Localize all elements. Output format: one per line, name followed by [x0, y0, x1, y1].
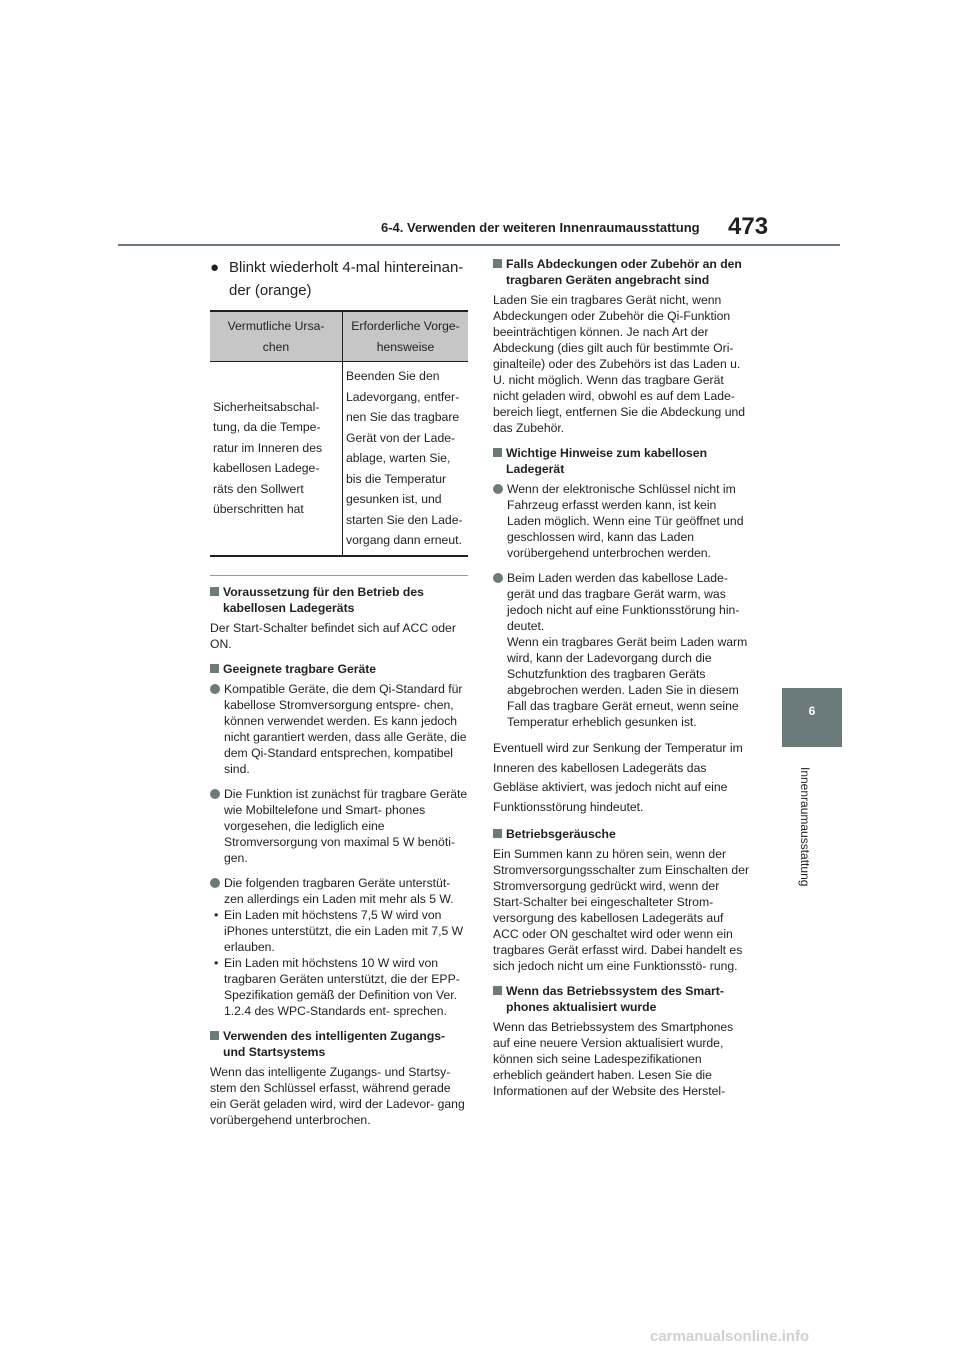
table-header-cause: Vermutliche Ursa- chen	[210, 311, 343, 362]
page-number: 473	[728, 213, 769, 240]
sub-list-item: • Ein Laden mit höchstens 7,5 W wird von iPhones unterstützt, die ein Laden mit 7,5 W erlauben.	[214, 907, 464, 954]
list-item: Wenn der elektronische Schlüssel nicht im Fahrzeug erfasst werden kann, ist kein Laden möglich. Wenn eine Tür geöffnet und geschlossen wird, kann das Laden vorübergehend unterbrochen werden.	[493, 481, 751, 561]
left-column	[210, 256, 468, 1137]
square-bullet-icon	[210, 664, 219, 673]
section-title: Verwenden des intelligenten Zugangs- und Startsystems	[210, 1028, 468, 1060]
list-item: Die folgenden tragbaren Geräte unterstüt- zen allerdings ein Laden mit mehr als 5 W.	[210, 875, 468, 907]
square-bullet-icon	[493, 259, 502, 268]
table-row	[210, 362, 468, 556]
cause-table	[210, 310, 468, 557]
bullet-dot-icon: ●	[210, 259, 220, 276]
section-header: 6-4. Verwenden der weiteren Innenraumausstattung	[381, 220, 700, 235]
square-bullet-icon	[493, 829, 502, 838]
list-item: Die Funktion ist zunächst für tragbare Geräte wie Mobiltelefone und Smart- phones vorgesehen, die lediglich eine Stromversorgung von maximal 5 W benöti- gen.	[210, 786, 468, 866]
header-rule	[118, 244, 840, 246]
small-bullet-icon: •	[214, 955, 219, 970]
sub-list-item: • Ein Laden mit höchstens 10 W wird von tragbaren Geräten unterstützt, die der EPP-Spezifikation gemäß der Definition von Ver. 1.2.4 des WPC-Standards ent- sprechen.	[214, 955, 460, 1018]
circle-bullet-icon	[210, 684, 220, 694]
circle-bullet-icon	[493, 484, 503, 494]
status-text: Blinkt wiederholt 4-mal hintereinan- der (orange)	[229, 259, 464, 299]
square-bullet-icon	[493, 986, 502, 995]
section-title: Falls Abdeckungen oder Zubehör an den tragbaren Geräten angebracht sind	[493, 256, 751, 288]
watermark: carmanualsonline.info	[650, 1328, 810, 1345]
paragraph: Wenn das Betriebssystem des Smartphones auf eine neuere Version aktualisiert wurde, können sich seine Ladespezifikationen erheblich geändert haben. Lesen Sie die Informationen auf der Website des Herstel-	[493, 1020, 734, 1098]
circle-bullet-icon	[210, 878, 220, 888]
paragraph: Laden Sie ein tragbares Gerät nicht, wenn Abdeckungen oder Zubehör die Qi-Funktion beeinträchtigen können. Je nach Art der Abdeckung (dies gilt auch für bestimmte Ori- ginalteile) oder des Zubehörs ist das Laden u. U. nicht möglich. Wenn das tragbare Gerät nicht geladen wird, obwohl es auf dem Lade- bereich liegt, entfernen Sie die Abdeckung und das Zubehör.	[493, 293, 746, 435]
section-title: Wichtige Hinweise zum kabellosen Ladegerät	[493, 445, 751, 477]
paragraph: Wenn das intelligente Zugangs- und Startsy- stem den Schlüssel erfasst, während gerade ein Gerät geladen wird, wird der Ladevor- gang vorübergehend unterbrochen.	[210, 1064, 465, 1127]
paragraph: Ein Summen kann zu hören sein, wenn der Stromversorgungsschalter zum Einschalten der Stromversorgung gedrückt wird, wenn der Start-Schalter bei eingeschalteter Strom- versorgung des kabellosen Ladegeräts auf ACC oder ON geschaltet wird oder wenn ein tragbares Gerät erfasst wird. Dabei handelt es sich jedoch nicht um eine Funktionsstö- rung.	[493, 847, 750, 973]
square-bullet-icon	[210, 587, 219, 596]
paragraph: Eventuell wird zur Senkung der Temperatur im Inneren des kabellosen Ladegeräts das Gebläse aktiviert, was jedoch nicht auf eine Funktionsstörung hindeutet.	[493, 741, 743, 814]
chapter-label: Innenraumausstattung	[798, 767, 812, 887]
small-bullet-icon: •	[214, 907, 219, 922]
list-item: Kompatible Geräte, die dem Qi-Standard für kabellose Stromversorgung entspre- chen, können verwendet werden. Es kann jedoch nicht garantiert werden, dass alle Geräte, die dem Qi-Standard entsprechen, kompatibel sind.	[210, 681, 468, 777]
square-bullet-icon	[210, 1031, 219, 1040]
circle-bullet-icon	[493, 573, 503, 583]
section-divider	[210, 575, 468, 576]
action-cell: Beenden Sie den Ladevorgang, entfer- nen Sie das tragbare Gerät von der Lade- ablage, warten Sie, bis die Temperatur gesunken ist, und starten Sie den Lade- vorgang dann erneut.	[343, 362, 469, 556]
right-column	[493, 256, 751, 1108]
list-item: Beim Laden werden das kabellose Lade- gerät und das tragbare Gerät warm, was jedoch nicht auf eine Funktionsstörung hin- deutet. Wenn ein tragbares Gerät beim Laden warm wird, kann der Ladevorgang durch die Schutzfunktion des tragbaren Geräts abgebrochen werden. Laden Sie in diesem Fall das tragbare Gerät erneut, wenn seine Temperatur erheblich gesunken ist.	[493, 570, 751, 730]
section-title: Betriebsgeräusche	[493, 826, 751, 842]
section-title: Wenn das Betriebssystem des Smart- phones aktualisiert wurde	[493, 983, 751, 1015]
cause-cell: Sicherheitsabschal- tung, da die Tempe- ratur im Inneren des kabellosen Ladege- räts den Sollwert überschritten hat	[210, 362, 343, 556]
circle-bullet-icon	[210, 789, 220, 799]
status-bullet	[210, 256, 468, 302]
table-header-action: Erforderliche Vorge- hensweise	[343, 311, 469, 362]
paragraph: Der Start-Schalter befindet sich auf ACC oder ON.	[210, 620, 456, 651]
section-title: Geeignete tragbare Geräte	[210, 661, 468, 677]
square-bullet-icon	[493, 448, 502, 457]
chapter-tab[interactable]: 6	[782, 688, 842, 747]
section-title: Voraussetzung für den Betrieb des kabellosen Ladegeräts	[210, 584, 468, 616]
